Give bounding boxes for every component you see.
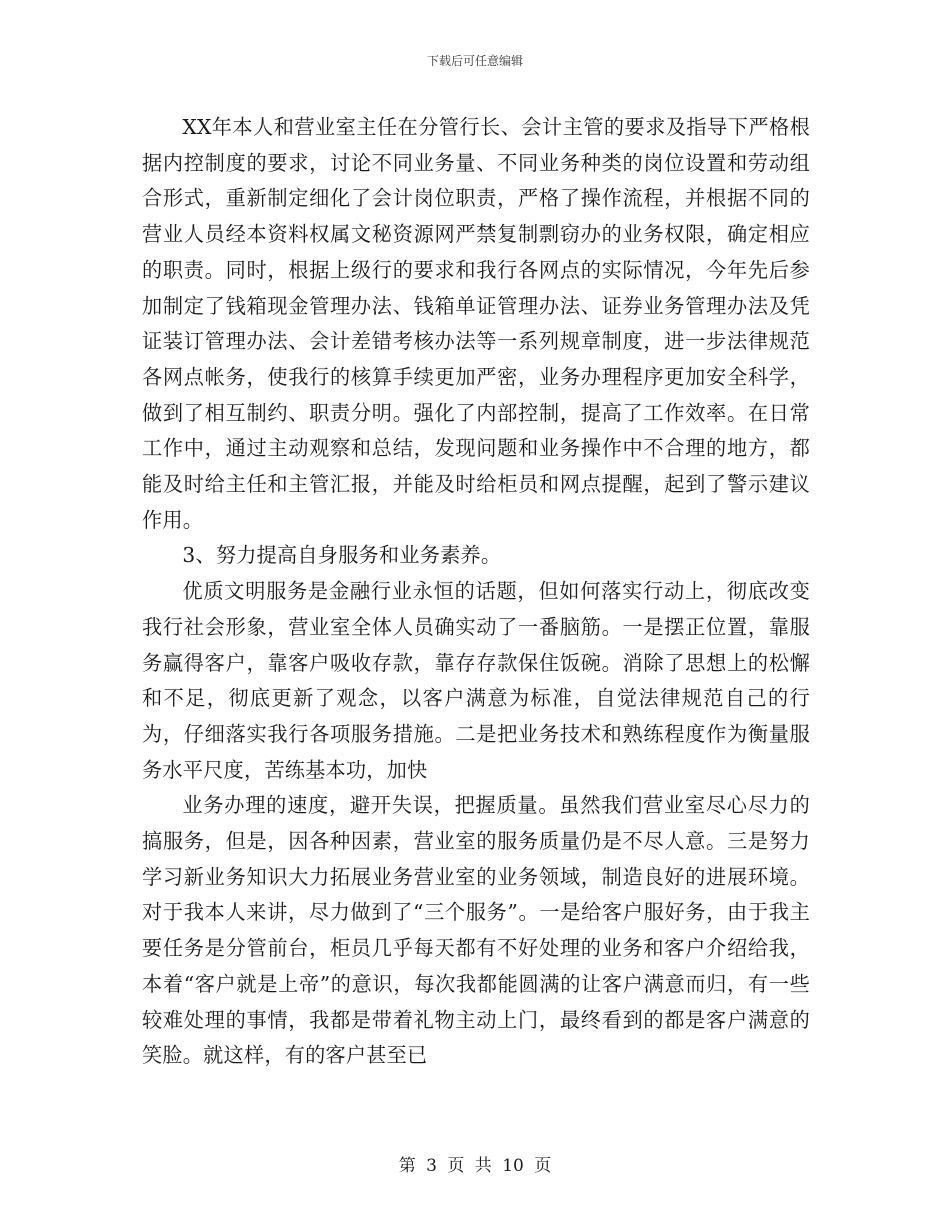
section-heading: 3、努力提高自身服务和业务素养。 <box>182 543 502 568</box>
paragraph: XX年本人和营业室主任在分管行长、会计主管的要求及指导下严格根据内控制度的要求，讨论不同业务量、不同业务种类的岗位设置和劳动组合形式，重新制定细化了会计岗位职责，严格了操作流程，并根据不同的营业人员经本资料权属文秘资源网严禁复制剽窃办的业务权限，确定相应的职责。同时，根据上级行的要求和我行各网点的实际情况，今年先后参加制定了钱箱现金管理办法、钱箱单证管理办法、证券业务管理办法及凭证装订管理办法、会计差错考核办法等一系列规章制度，进一步法律规范各网点帐务，使我行的核算手续更加严密，业务办理程序更加安全科学，做到了相互制约、职责分明。强化了内部控制，提高了工作效率。在日常工作中，通过主动观察和总结，发现问题和业务操作中不合理的地方，都能及时给主任和主管汇报，并能及时给柜员和网点提醒，起到了警示建议作用。 <box>142 115 810 532</box>
page-footer: 第 3 页 共 10 页 <box>398 1156 552 1176</box>
document-body <box>142 110 810 1074</box>
paragraph: 业务办理的速度，避开失误，把握质量。虽然我们营业室尽心尽力的搞服务，但是，因各种因素，营业室的服务质量仍是不尽人意。三是努力学习新业务知识大力拓展业务营业室的业务领域，制造良好的进展环境。对于我本人来讲，尽力做到了“三个服务”。一是给客户服好务，由于我主要任务是分管前台，柜员几乎每天都有不好处理的业务和客户介绍给我，本着“客户就是上帝”的意识，每次我都能圆满的让客户满意而归，有一些较难处理的事情，我都是带着礼物主动上门，最终看到的都是客户满意的笑脸。就这样，有的客户甚至已 <box>142 793 810 1068</box>
paragraph: 优质文明服务是金融行业永恒的话题，但如何落实行动上，彻底改变我行社会形象，营业室全体人员确实动了一番脑筋。一是摆正位置，靠服务赢得客户，靠客户吸收存款，靠存存款保住饭碗。消除了思想上的松懈和不足，彻底更新了观念，以客户满意为标准，自觉法律规范自己的行为，仔细落实我行各项服务措施。二是把业务技术和熟练程度作为衡量服务水平尺度，苦练基本功，加快 <box>142 579 810 782</box>
page-header: 下载后可任意编辑 <box>426 54 523 68</box>
